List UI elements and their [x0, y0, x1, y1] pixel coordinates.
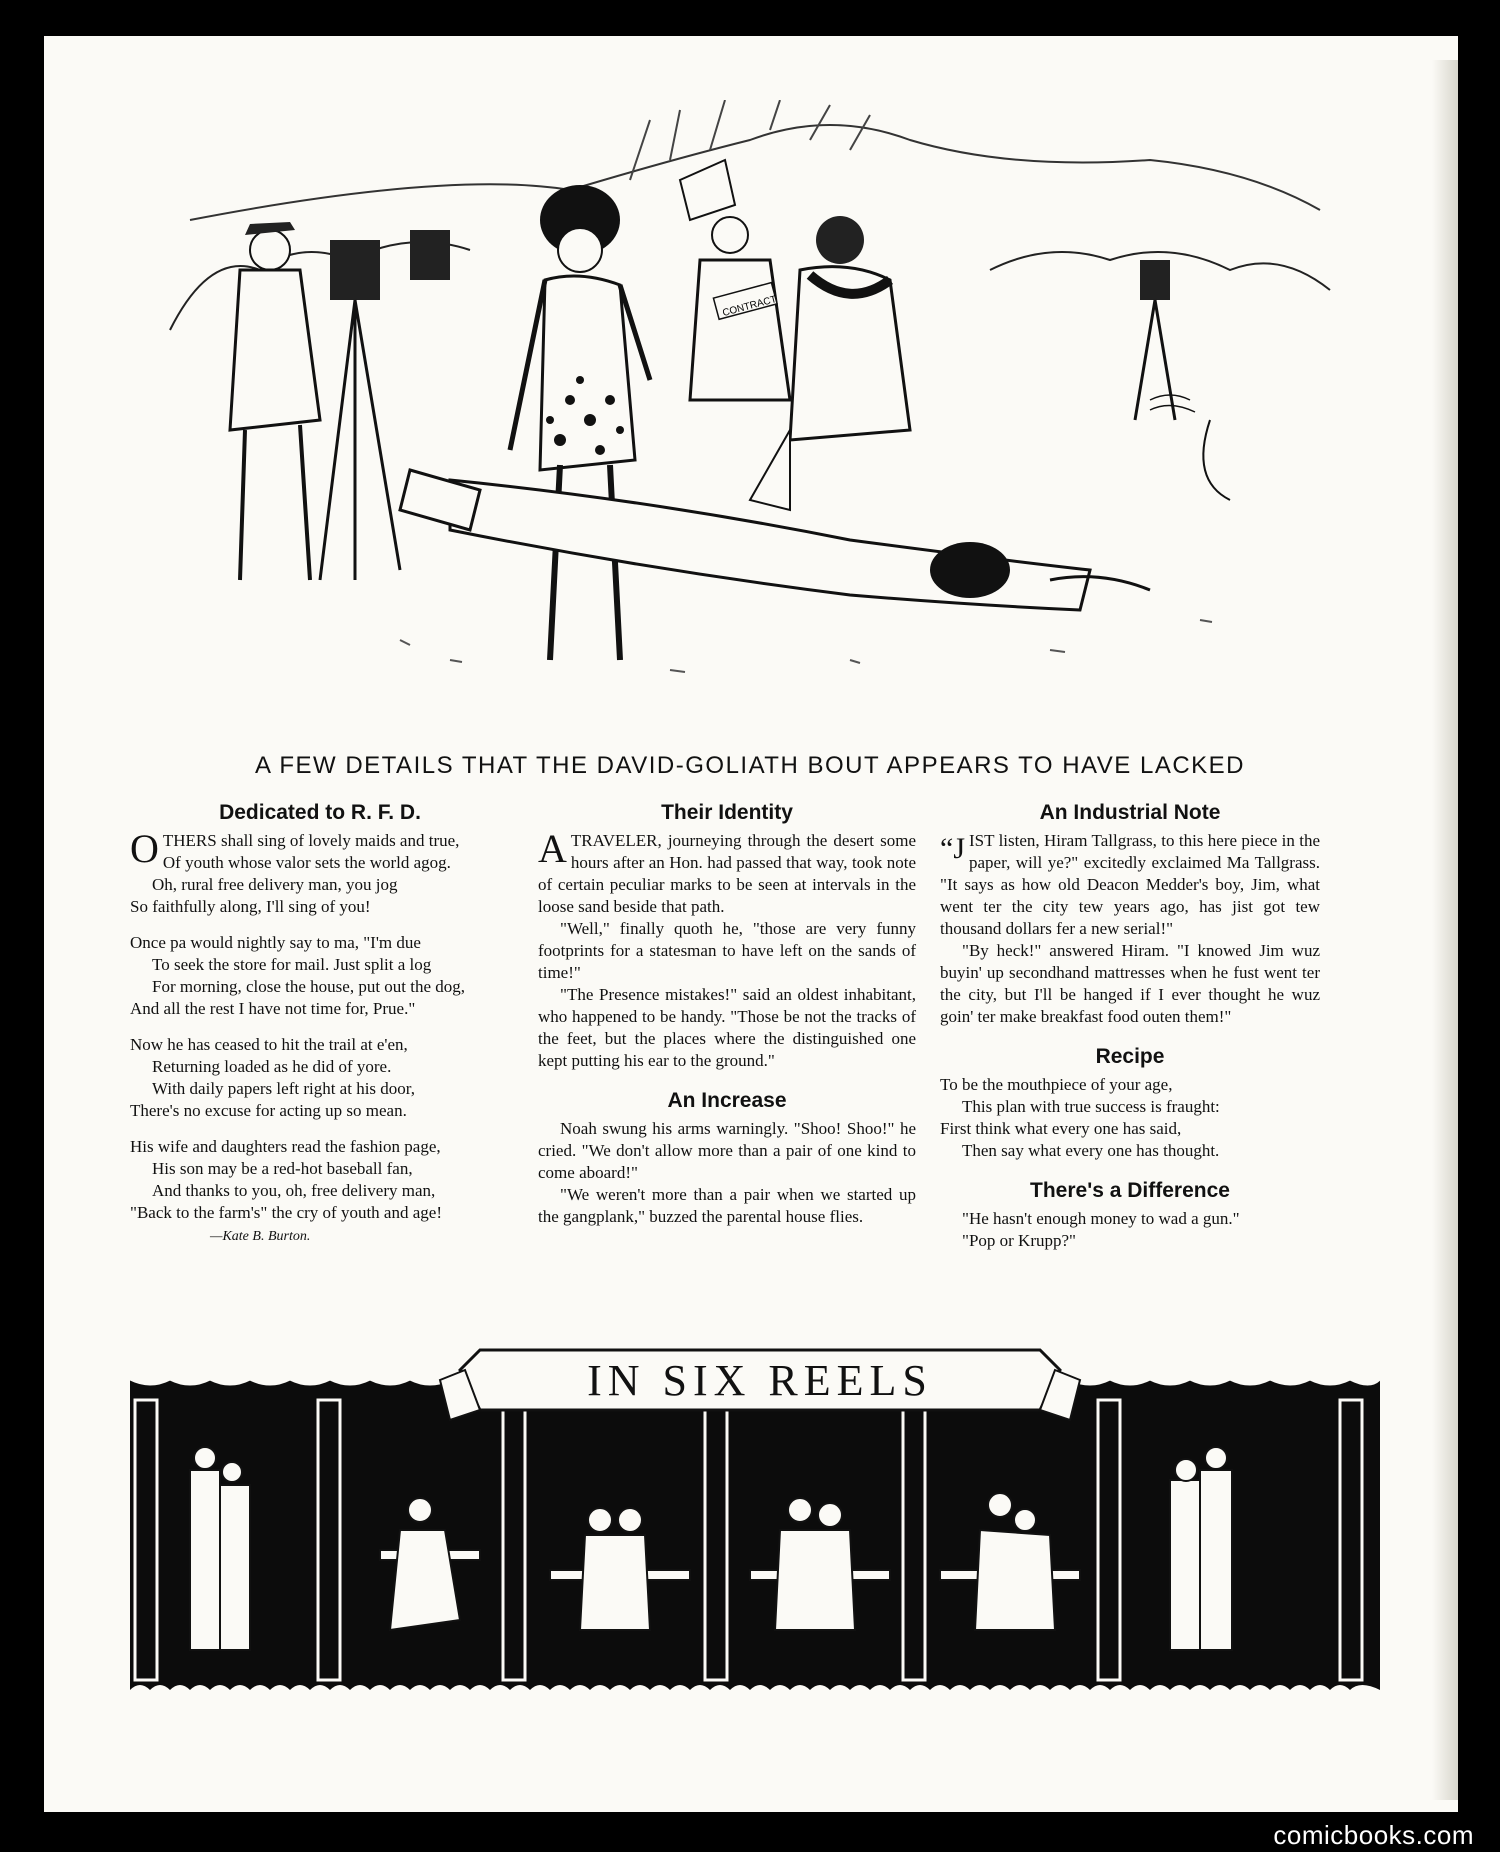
david-goliath-illustration: [150, 100, 1350, 740]
poem-line: Now he has ceased to hit the trail at e'en,: [130, 1035, 408, 1054]
stanza-2: [130, 932, 510, 1020]
david-figure: [510, 185, 650, 660]
illustration-caption: A FEW DETAILS THAT THE DAVID-GOLIATH BOUT APPEARS TO HAVE LACKED: [255, 752, 1245, 779]
article-paragraph: "The Presence mistakes!" said an oldest inhabitant, who happened to be handy. "Those be not the tracks of the feet, but the places where the distinguished one kept putting his ear to the ground.": [538, 985, 916, 1070]
drop-cap: A: [538, 826, 567, 871]
column-their-identity: [538, 800, 916, 1228]
poem-line: Oh, rural free delivery man, you jog: [152, 875, 398, 894]
poem-line: So faithfully along, I'll sing of you!: [130, 897, 371, 916]
poem-line: His son may be a red-hot baseball fan,: [152, 1159, 413, 1178]
drop-cap: “J: [940, 832, 965, 865]
poem-line: For morning, close the house, put out the dog,: [152, 977, 466, 996]
drop-cap: O: [130, 826, 159, 871]
article-title: Their Identity: [661, 801, 793, 824]
poem-line: Of youth whose valor sets the world agog.: [162, 853, 451, 872]
reels-banner: [440, 1350, 1080, 1420]
article-paragraph: "We weren't more than a pair when we started up the gangplank," buzzed the parental house flies.: [538, 1185, 916, 1226]
reel-panel-1: [190, 1447, 250, 1650]
page-right-edge: [1432, 60, 1458, 1800]
poem-line: "Back to the farm's" the cry of youth and age! —Kate B. Burton.: [130, 1203, 442, 1244]
poem-signature: —Kate B. Burton.: [210, 1229, 311, 1244]
poem-line: Once pa would nightly say to ma, "I'm due: [130, 933, 421, 952]
in-six-reels-filmstrip: [130, 1340, 1380, 1710]
poem-line: Returning loaded as he did of yore.: [152, 1057, 392, 1076]
poem-title: Dedicated to R. F. D.: [219, 801, 421, 824]
article-paragraph: “JIST listen, Hiram Tallgrass, to this here piece in the paper, will ye?" excitedly exclaimed Ma Tallgrass. "It says as how old Deacon Medder's boy, Jim, what went ter the city tew years ago, has jist got tew thousand dollars fer a new serial!": [940, 831, 1320, 938]
article-paragraph: "By heck!" answered Hiram. "I knowed Jim wuz buyin' up secondhand mattresses when he fust went ter the city, but I'll be hanged if I ever thought he wuz goin' ter make breakfast food outen them!": [940, 941, 1320, 1026]
poem-line: There's no excuse for acting up so mean.: [130, 1101, 407, 1120]
poem-line: To seek the store for mail. Just split a log: [152, 955, 432, 974]
stanza-1: [130, 826, 510, 918]
article-paragraph: "Pop or Krupp?": [962, 1231, 1076, 1250]
reels-banner-text: IN SIX REELS: [587, 1356, 933, 1405]
camera-icon: [410, 230, 450, 280]
article-paragraph: Noah swung his arms warningly. "Shoo! Shoo!" he cried. "We don't allow more than a pair of one kind to come aboard!": [538, 1119, 916, 1182]
column-dedicated-rfd: [130, 800, 510, 1262]
stanza-3: [130, 1034, 510, 1122]
poem-line: This plan with true success is fraught:: [962, 1097, 1220, 1116]
article-paragraph: "He hasn't enough money to wad a gun.": [962, 1209, 1240, 1228]
reel-panel-6: [1170, 1447, 1232, 1650]
poem-line: And thanks to you, oh, free delivery man,: [152, 1181, 436, 1200]
poem-line: With daily papers left right at his door,: [152, 1079, 416, 1098]
promoter-figure: [680, 160, 790, 400]
article-title: There's a Difference: [1030, 1179, 1230, 1202]
poem-line: His wife and daughters read the fashion page,: [130, 1137, 441, 1156]
article-title: An Industrial Note: [1039, 801, 1221, 824]
poem-line: To be the mouthpiece of your age,: [940, 1075, 1173, 1094]
contract-sign-text: CONTRACT: [721, 294, 778, 320]
poem-line: Then say what every one has thought.: [962, 1141, 1220, 1160]
recipe-poem: [940, 1074, 1320, 1162]
stanza-4: [130, 1136, 510, 1248]
site-watermark: comicbooks.com: [1273, 1820, 1474, 1850]
poem-line: First think what every one has said,: [940, 1119, 1182, 1138]
poem-line: THERS shall sing of lovely maids and true,: [162, 831, 460, 850]
article-title: An Increase: [667, 1089, 787, 1112]
cameraman-figure: [230, 222, 400, 580]
article-paragraph: ATRAVELER, journeying through the desert some hours after an Hon. had passed that way, took note of certain peculiar marks to be seen at intervals in the loose sand beside that path.: [538, 826, 916, 916]
article-title: Recipe: [1095, 1045, 1165, 1068]
column-industrial-note: [940, 800, 1320, 1252]
poem-line: And all the rest I have not time for, Prue.": [130, 999, 416, 1018]
article-paragraph: "Well," finally quoth he, "those are very funny footprints for a statesman to have left on the sands of time!": [538, 919, 916, 982]
